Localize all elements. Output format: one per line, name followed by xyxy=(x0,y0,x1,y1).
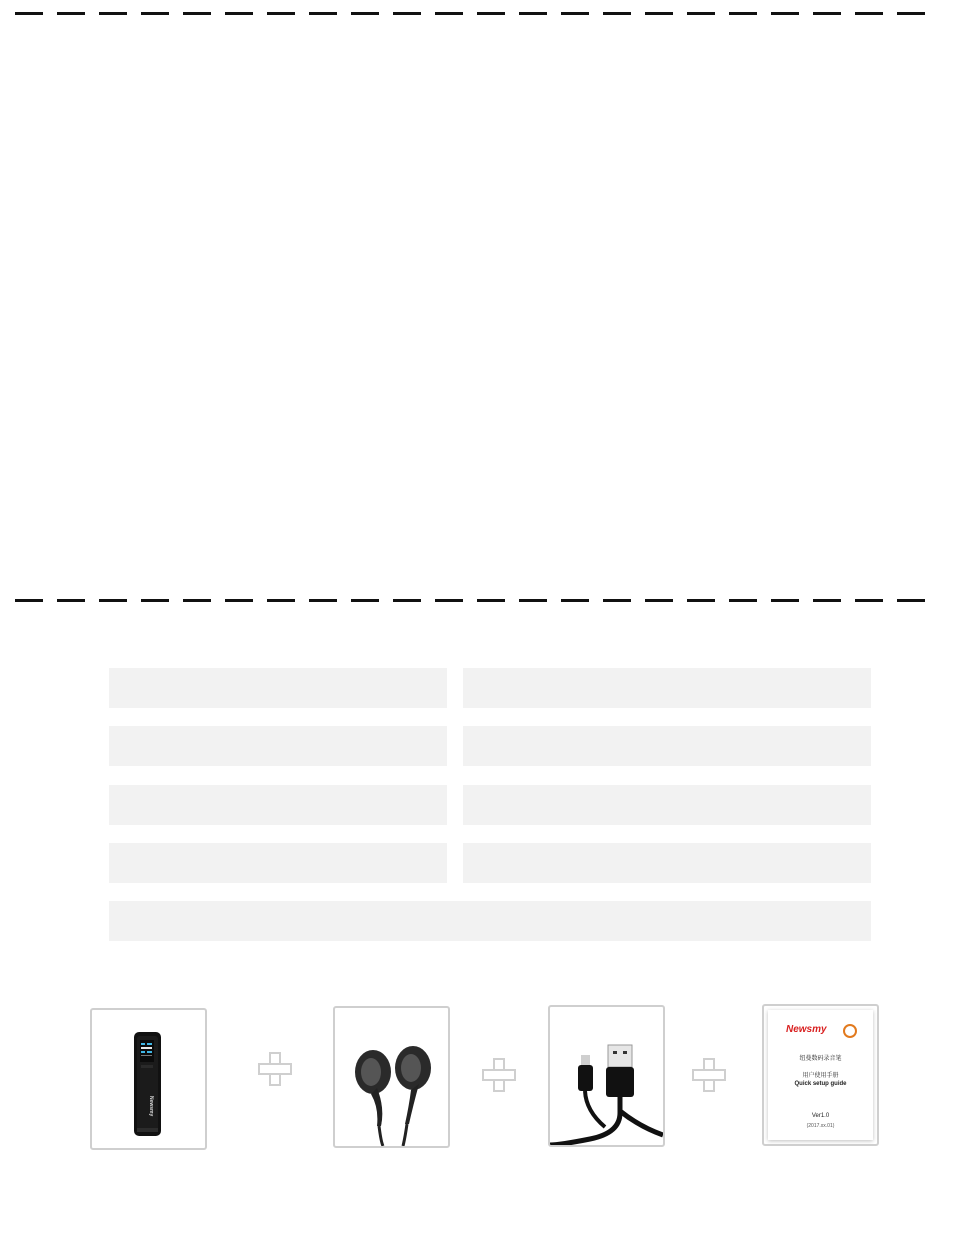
recorder-brand-text: Newsmy xyxy=(148,1096,154,1117)
voice-recorder-box xyxy=(90,1008,207,1150)
user-manual-box xyxy=(762,1004,879,1146)
plus-icon xyxy=(482,1058,516,1092)
usb-cable-box xyxy=(548,1005,665,1147)
manual-brand-logo: Newsmy xyxy=(786,1024,827,1035)
spec-label-cell xyxy=(109,843,447,883)
manual-code: (2017.xx.01) xyxy=(806,1123,835,1129)
manual-version: Ver1.0 xyxy=(811,1113,830,1119)
spec-label-cell xyxy=(109,785,447,825)
spec-label-cell xyxy=(109,726,447,766)
manual-subtitle-en: Quick setup guide xyxy=(794,1081,847,1087)
earphones-box xyxy=(333,1006,450,1148)
spec-value-cell xyxy=(463,785,871,825)
spec-value-cell xyxy=(463,668,871,708)
spec-full-cell xyxy=(109,901,871,941)
plus-icon xyxy=(692,1058,726,1092)
manual-subtitle-cn: 用户使用手册 xyxy=(802,1073,839,1079)
spec-value-cell xyxy=(463,843,871,883)
spec-label-cell xyxy=(109,668,447,708)
user-manual-document xyxy=(768,1010,873,1140)
earphones-icon xyxy=(335,1008,448,1146)
manual-title: 纽曼数码录音笔 xyxy=(799,1056,842,1062)
usb-cable-icon xyxy=(550,1007,663,1145)
spec-value-cell xyxy=(463,726,871,766)
plus-icon xyxy=(258,1052,292,1086)
middle-dashed-divider xyxy=(15,599,939,602)
manual-emblem-icon xyxy=(843,1024,857,1038)
top-dashed-divider xyxy=(15,12,939,15)
voice-recorder-icon xyxy=(92,1010,205,1148)
